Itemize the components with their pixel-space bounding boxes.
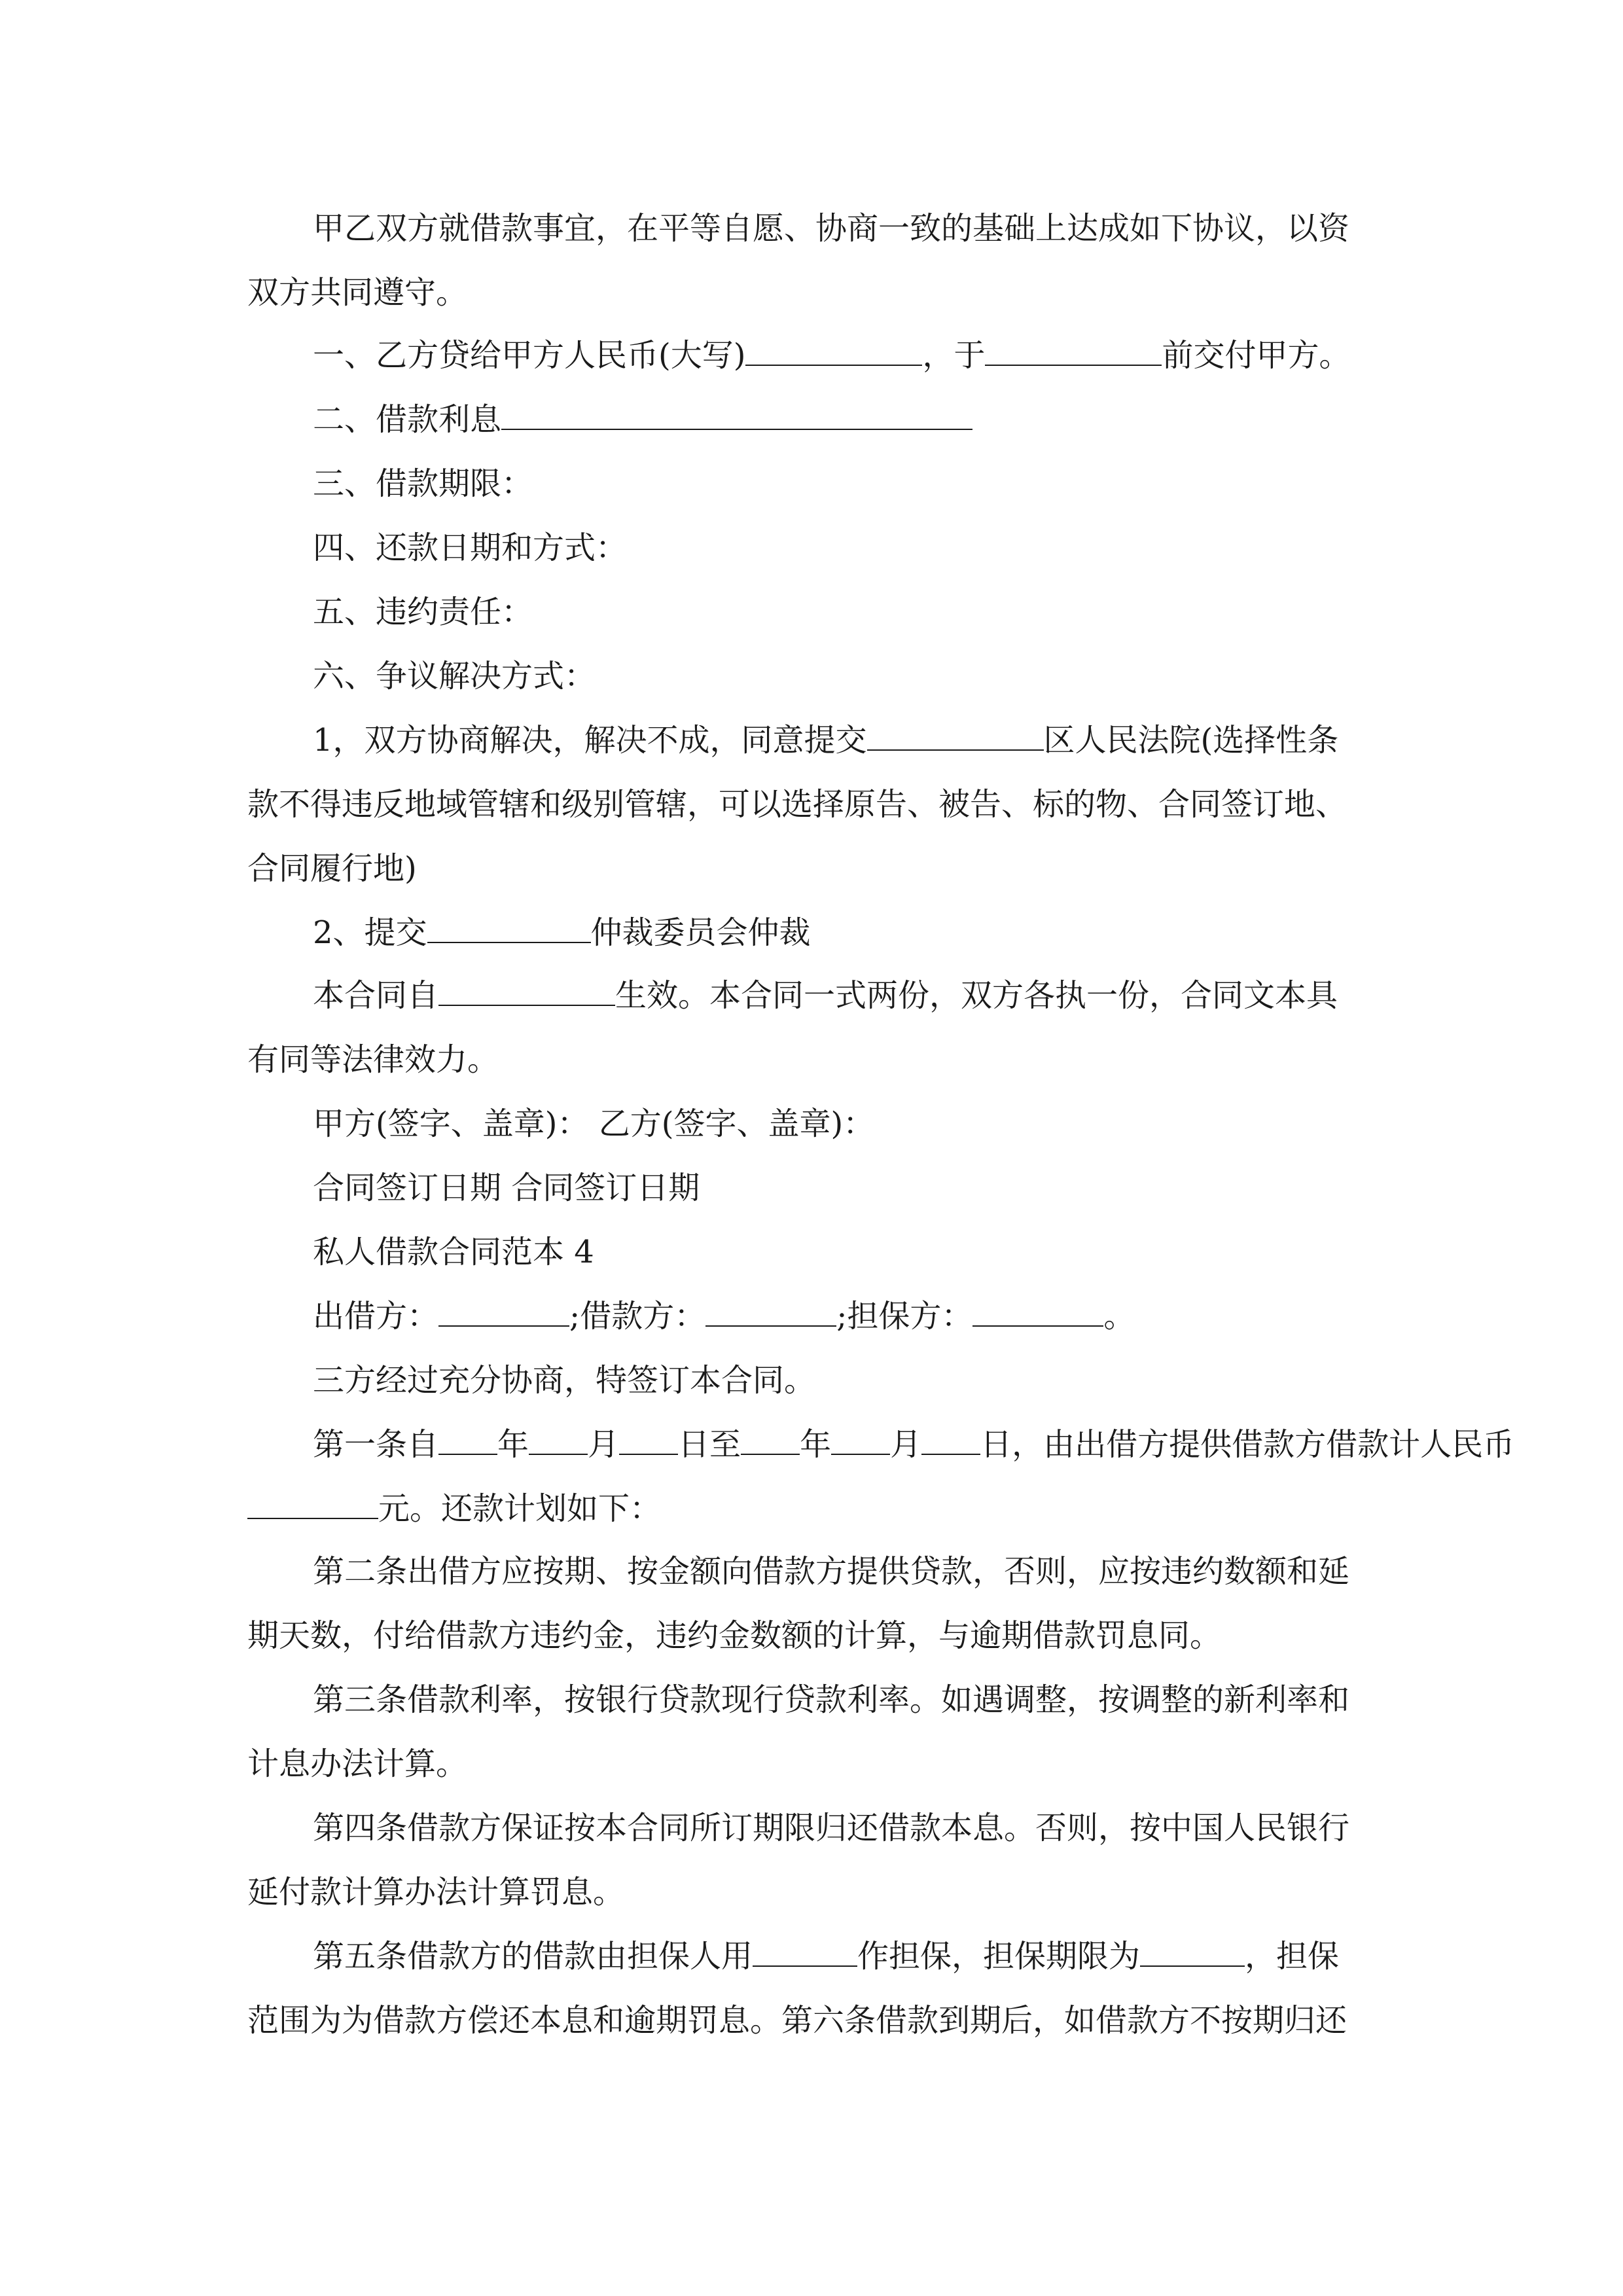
paragraph-line — [247, 1615, 1221, 1656]
clause-line-3 — [313, 463, 533, 504]
text: ;借款方： — [569, 1298, 706, 1335]
fill-blank[interactable] — [247, 1489, 378, 1519]
fill-blank[interactable] — [619, 1425, 678, 1455]
paragraph-line — [247, 1744, 467, 1784]
signature-date-line — [313, 1168, 700, 1208]
paragraph-line — [313, 208, 1349, 249]
clause-line-4 — [313, 528, 627, 568]
paragraph-line — [313, 1360, 815, 1401]
text: 计息办法计算。 — [247, 1746, 468, 1782]
text: 范围为为借款方偿还本息和逾期罚息。第六条借款到期后，如借款方不按期归还 — [247, 2002, 1347, 2039]
text: 日，由出借方提供借款方借款计人民币 — [980, 1426, 1515, 1463]
clause-line-6 — [313, 656, 596, 696]
text: 延付款计算办法计算罚息。 — [247, 1874, 625, 1910]
text: 三、借款期限： — [313, 465, 533, 502]
text: 区人民法院(选择性条 — [1043, 722, 1339, 759]
fill-blank[interactable] — [867, 721, 1044, 751]
clause-line-1 — [313, 335, 1351, 376]
paragraph-line — [247, 1488, 661, 1529]
text: 月 — [588, 1426, 620, 1463]
text: 本合同自 — [313, 977, 439, 1014]
text: 一、乙方贷给甲方人民币(大写) — [313, 337, 746, 374]
text: 第四条借款方保证按本合同所订期限归还借款本息。否则，按中国人民银行 — [313, 1810, 1350, 1846]
text: 月 — [890, 1426, 922, 1463]
article-1-line — [313, 1424, 1514, 1465]
text: ，担保 — [1245, 1938, 1340, 1975]
text: ;担保方： — [836, 1298, 973, 1335]
text: 合同签订日期 合同签订日期 — [313, 1170, 700, 1206]
fill-blank[interactable] — [985, 336, 1162, 366]
parties-line — [313, 1296, 1135, 1336]
fill-blank[interactable] — [529, 1425, 588, 1455]
text: 元。还款计划如下： — [378, 1490, 662, 1527]
text: 第一条自 — [313, 1426, 439, 1463]
text: 私人借款合同范本 4 — [313, 1234, 594, 1270]
fill-blank[interactable] — [438, 976, 615, 1006]
paragraph-line — [247, 1872, 624, 1912]
text: 日至 — [678, 1426, 741, 1463]
paragraph-line — [247, 2000, 1347, 2041]
text: 第三条借款利率，按银行贷款现行贷款利率。如遇调整，按调整的新利率和 — [313, 1681, 1350, 1718]
paragraph-line — [313, 720, 1338, 761]
text: 合同履行地) — [247, 850, 417, 887]
text: 2、提交 — [313, 914, 427, 951]
section-heading — [313, 1232, 594, 1272]
clause-line-2 — [313, 399, 972, 440]
text: 五、违约责任： — [313, 594, 533, 630]
paragraph-line — [247, 1039, 499, 1080]
fill-blank[interactable] — [427, 913, 591, 943]
article-5-line — [313, 1936, 1339, 1977]
text: 年 — [800, 1426, 832, 1463]
signature-line — [313, 1103, 874, 1144]
text: 出借方： — [313, 1298, 439, 1335]
text: 1，双方协商解决，解决不成，同意提交 — [313, 722, 867, 759]
text: 第五条借款方的借款由担保人用 — [313, 1938, 753, 1975]
paragraph-line — [247, 784, 1347, 825]
text: 。 — [1103, 1298, 1135, 1335]
fill-blank[interactable] — [1140, 1937, 1245, 1967]
text: 第二条出借方应按期、按金额向借款方提供贷款，否则，应按违约数额和延 — [313, 1553, 1350, 1590]
text: 二、借款利息 — [313, 401, 502, 438]
text: 期天数，付给借款方违约金，违约金数额的计算，与逾期借款罚息同。 — [247, 1617, 1222, 1654]
article-3-line — [313, 1679, 1349, 1720]
text: ，于 — [922, 337, 986, 374]
fill-blank[interactable] — [705, 1297, 836, 1327]
text: 生效。本合同一式两份，双方各执一份，合同文本具 — [615, 977, 1338, 1014]
text: 双方共同遵守。 — [247, 274, 468, 311]
fill-blank[interactable] — [501, 400, 972, 430]
text: 四、还款日期和方式： — [313, 529, 628, 566]
fill-blank[interactable] — [921, 1425, 980, 1455]
paragraph-line — [313, 975, 1338, 1016]
fill-blank[interactable] — [831, 1425, 890, 1455]
text: 款不得违反地域管辖和级别管辖，可以选择原告、被告、标的物、合同签订地、 — [247, 786, 1347, 823]
text: 作担保，担保期限为 — [857, 1938, 1141, 1975]
fill-blank[interactable] — [741, 1425, 800, 1455]
fill-blank[interactable] — [438, 1425, 497, 1455]
text: 六、争议解决方式： — [313, 658, 596, 694]
fill-blank[interactable] — [972, 1297, 1103, 1327]
text: 仲裁委员会仲裁 — [590, 914, 811, 951]
paragraph-line — [313, 912, 811, 953]
paragraph-line — [247, 272, 467, 313]
text: 三方经过充分协商，特签订本合同。 — [313, 1362, 816, 1399]
fill-blank[interactable] — [438, 1297, 569, 1327]
clause-line-5 — [313, 592, 533, 632]
text: 年 — [497, 1426, 529, 1463]
paragraph-line — [247, 848, 417, 889]
text: 甲方(签字、盖章)： 乙方(签字、盖章)： — [313, 1105, 875, 1142]
text: 前交付甲方。 — [1162, 337, 1351, 374]
article-4-line — [313, 1808, 1349, 1848]
text: 有同等法律效力。 — [247, 1041, 499, 1078]
text: 甲乙双方就借款事宜，在平等自愿、协商一致的基础上达成如下协议，以资 — [313, 210, 1350, 247]
fill-blank[interactable] — [745, 336, 922, 366]
fill-blank[interactable] — [753, 1937, 857, 1967]
article-2-line — [313, 1551, 1349, 1592]
